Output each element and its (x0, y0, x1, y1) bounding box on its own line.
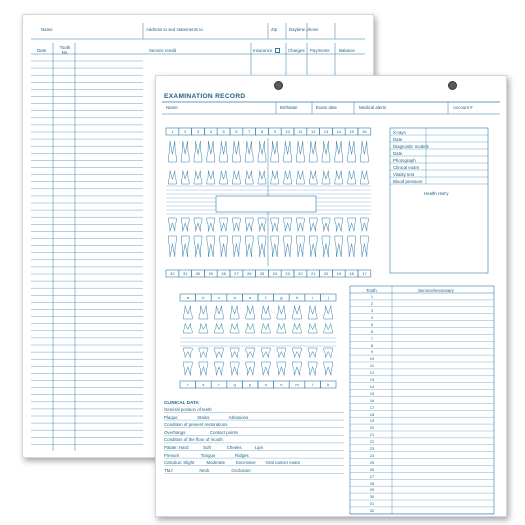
tooth-outline (194, 141, 202, 162)
tooth-outline (215, 324, 224, 334)
tooth-outline (181, 218, 189, 231)
tooth-outline (348, 236, 356, 257)
tooth-outline (258, 236, 266, 257)
upper-tooth-number: 1 (171, 129, 174, 134)
tooth-outline (360, 141, 368, 162)
tooth-outline (199, 306, 208, 319)
primary-lower-letter: l (312, 382, 314, 387)
tooth-outline (322, 236, 330, 257)
tooth-outline (271, 141, 279, 162)
services-row-number: 17 (369, 404, 375, 410)
services-col-tooth: Tooth (366, 288, 377, 293)
tooth-outline (308, 348, 317, 358)
exam-field-medical-alerts: Medical alerts (359, 105, 387, 110)
tooth-outline (230, 306, 239, 319)
tooth-outline (230, 362, 239, 375)
tooth-outline (277, 362, 286, 375)
lower-number-box (358, 270, 371, 277)
tooth-outline (168, 218, 176, 231)
clinical-data-line: Calculus: Slight Moderate Excessive Oral cancer exam (164, 460, 301, 466)
tooth-outline (308, 324, 317, 334)
tooth-outline (232, 218, 240, 231)
upper-tooth-number: 9 (273, 129, 276, 134)
primary-upper-letter: f (265, 295, 267, 300)
primary-lower-box (180, 381, 196, 388)
tooth-outline (296, 141, 304, 162)
upper-number-box (320, 128, 333, 135)
primary-lower-box (274, 381, 290, 388)
clinical-data-line: Frenum Tongue Ridges (164, 452, 249, 458)
exam-field-account: Account # (453, 105, 473, 110)
tooth-outline (181, 171, 189, 184)
primary-upper-letter: e (249, 295, 252, 300)
upper-tooth-number: 7 (248, 129, 251, 134)
tooth-outline (324, 324, 333, 334)
upper-number-box (192, 128, 205, 135)
services-row-number: 7 (370, 335, 374, 341)
tooth-outline (258, 141, 266, 162)
checklist-item: X-rays (393, 129, 406, 135)
upper-number-box (217, 128, 230, 135)
tooth-outline (284, 141, 292, 162)
tooth-outline (232, 171, 240, 184)
checklist-item: Photograph (393, 157, 416, 163)
tooth-outline (199, 362, 208, 375)
lower-number-box (345, 270, 358, 277)
tooth-outline (245, 141, 253, 162)
tooth-outline (309, 218, 317, 231)
primary-lower-letter: t (187, 382, 189, 387)
tooth-outline (194, 218, 202, 231)
tooth-outline (220, 236, 228, 257)
field-name-label: Name (41, 27, 53, 32)
tooth-outline (207, 236, 215, 257)
tooth-outline (348, 141, 356, 162)
occlusal-band (216, 196, 316, 212)
tooth-outline (258, 218, 266, 231)
tooth-outline (194, 236, 202, 257)
services-row-number: 20 (369, 425, 375, 431)
upper-tooth-number: 2 (184, 129, 187, 134)
tooth-outline (322, 141, 330, 162)
lower-number-box (281, 270, 294, 277)
primary-upper-box (242, 294, 258, 301)
upper-number-box (294, 128, 307, 135)
checklist-item: Vitality test (393, 171, 415, 177)
tooth-outline (284, 236, 292, 257)
lower-tooth-number: 22 (298, 271, 303, 276)
tooth-outline (183, 324, 192, 334)
tooth-outline (360, 218, 368, 231)
upper-number-box (204, 128, 217, 135)
tooth-outline (335, 171, 343, 184)
primary-lower-box (196, 381, 212, 388)
clinical-data-line: Palate: Hard Soft Cheeks Lips (164, 445, 264, 450)
primary-upper-box (211, 294, 227, 301)
upper-number-box (332, 128, 345, 135)
upper-tooth-number: 6 (235, 129, 238, 134)
col-payments: Payments (310, 48, 330, 53)
upper-tooth-number: 3 (196, 129, 200, 134)
col-charges: Charges (288, 48, 305, 53)
upper-number-box (345, 128, 358, 135)
services-row-number: 4 (370, 314, 374, 320)
lower-number-box (256, 270, 269, 277)
services-row-number: 8 (370, 342, 374, 348)
col-date: Date (37, 48, 47, 53)
lower-tooth-number: 25 (259, 271, 265, 276)
tooth-outline (284, 171, 292, 184)
tooth-outline (245, 236, 253, 257)
primary-upper-letter: j (327, 295, 329, 300)
services-row-number: 32 (369, 508, 375, 514)
lower-number-box (230, 270, 243, 277)
upper-number-box (281, 128, 294, 135)
tooth-outline (199, 324, 208, 334)
tooth-outline (220, 171, 228, 184)
tooth-outline (277, 324, 286, 334)
exam-record-title: EXAMINATION RECORD (164, 93, 246, 100)
checklist-box (390, 128, 488, 273)
lower-number-box (332, 270, 345, 277)
primary-lower-box (242, 381, 258, 388)
services-row-number: 6 (370, 328, 374, 334)
services-row-number: 22 (369, 439, 375, 445)
tooth-outline (183, 306, 192, 319)
upper-tooth-number: 11 (298, 129, 303, 134)
lower-tooth-number: 18 (349, 271, 354, 276)
tooth-outline (194, 171, 202, 184)
primary-upper-box (289, 294, 305, 301)
tooth-outline (296, 218, 304, 231)
lower-tooth-number: 31 (182, 271, 188, 276)
primary-lower-letter: q (233, 382, 236, 387)
upper-tooth-number: 13 (323, 129, 329, 134)
services-row-number: 19 (369, 418, 375, 424)
upper-number-box (256, 128, 269, 135)
primary-lower-letter: r (218, 382, 220, 387)
tooth-outline (215, 306, 224, 319)
services-row-number: 3 (370, 308, 374, 313)
col-insurance: Insurance (253, 48, 273, 53)
services-col-service: Service/necessary (418, 288, 454, 293)
services-row-number: 28 (369, 480, 375, 486)
lower-number-box (204, 270, 217, 277)
upper-tooth-number: 4 (209, 129, 212, 134)
services-row-number: 12 (369, 370, 375, 376)
tooth-outline (207, 171, 215, 184)
tooth-outline (168, 141, 176, 162)
tooth-outline (308, 362, 317, 375)
clinical-data-line: TMJ Neck Occlusion (164, 467, 251, 473)
lower-tooth-number: 21 (310, 271, 316, 276)
tooth-outline (271, 218, 279, 231)
dental-chart-drawing (156, 76, 506, 516)
services-row-number: 21 (369, 432, 375, 438)
services-row-number: 31 (369, 501, 375, 507)
tooth-outline (261, 362, 270, 375)
lower-tooth-number: 23 (285, 271, 290, 276)
tooth-outline (322, 218, 330, 231)
primary-lower-letter: m (295, 382, 299, 387)
health-history-label: Health Hist'y (424, 191, 449, 196)
tooth-outline (246, 324, 255, 334)
tooth-outline (261, 348, 270, 358)
tooth-outline (168, 236, 176, 257)
examination-record-sheet (155, 75, 507, 517)
primary-upper-letter: i (312, 295, 314, 300)
services-row-number: 10 (369, 356, 375, 362)
upper-tooth-number: 8 (260, 129, 264, 134)
primary-upper-letter: b (202, 295, 205, 300)
clinical-data-line: General position of teeth (164, 407, 212, 412)
upper-number-box (358, 128, 371, 135)
tooth-outline (293, 362, 302, 375)
tooth-outline (277, 306, 286, 319)
tooth-outline (308, 306, 317, 319)
tooth-outline (322, 171, 330, 184)
tooth-outline (245, 218, 253, 231)
tooth-outline (271, 171, 279, 184)
checklist-item: Date (393, 150, 403, 156)
services-row-number: 25 (369, 459, 375, 465)
tooth-outline (360, 171, 368, 184)
primary-upper-letter: a (186, 295, 189, 300)
col-balance: Balance (339, 48, 355, 53)
tooth-outline (309, 236, 317, 257)
tooth-outline (309, 141, 317, 162)
primary-lower-box (211, 381, 227, 388)
col-service: Service rendd (149, 48, 177, 53)
primary-upper-box (320, 294, 336, 301)
tooth-outline (181, 236, 189, 257)
checklist-item: Date (393, 136, 403, 142)
primary-lower-box (258, 381, 274, 388)
tooth-outline (324, 348, 333, 358)
services-row-number: 26 (369, 466, 375, 472)
upper-number-box (268, 128, 281, 135)
upper-number-box (307, 128, 320, 135)
tooth-outline (207, 141, 215, 162)
checklist-item: Blood pressure (393, 178, 423, 184)
services-row-number: 1 (370, 294, 374, 300)
tooth-outline (246, 362, 255, 375)
primary-upper-box (305, 294, 321, 301)
upper-number-box (230, 128, 243, 135)
tooth-outline (261, 324, 270, 334)
clinical-data-line: Overhangs Contact points (164, 429, 238, 435)
lower-number-box (243, 270, 256, 277)
primary-upper-box (180, 294, 196, 301)
tooth-outline (296, 236, 304, 257)
primary-lower-box (320, 381, 336, 388)
tooth-outline (324, 362, 333, 375)
tooth-outline (309, 171, 317, 184)
tooth-outline (335, 236, 343, 257)
tooth-outline (261, 306, 270, 319)
primary-upper-box (196, 294, 212, 301)
tooth-outline (183, 348, 192, 358)
upper-number-box (243, 128, 256, 135)
lower-tooth-number: 27 (234, 271, 239, 276)
primary-lower-letter: k (327, 382, 330, 387)
clinical-data-line: Condition of the floor of mouth (164, 437, 223, 443)
col-tooth: Tooth No. (59, 45, 71, 55)
tooth-outline (296, 171, 304, 184)
lower-number-box (307, 270, 320, 277)
upper-number-box (179, 128, 192, 135)
lower-number-box (268, 270, 281, 277)
lower-tooth-number: 32 (170, 271, 175, 276)
services-row-number: 15 (369, 390, 375, 396)
tooth-outline (293, 348, 302, 358)
lower-number-box (320, 270, 333, 277)
tooth-outline (360, 236, 368, 257)
primary-lower-box (227, 381, 243, 388)
tooth-outline (230, 324, 239, 334)
tooth-outline (183, 362, 192, 375)
tooth-outline (258, 171, 266, 184)
tooth-outline (230, 348, 239, 358)
primary-upper-box (227, 294, 243, 301)
services-row-number: 5 (370, 321, 374, 327)
field-phone-label: Daytime phone (289, 27, 319, 32)
tooth-outline (168, 171, 176, 184)
services-row-number: 2 (370, 301, 374, 307)
lower-tooth-number: 26 (246, 271, 252, 276)
upper-tooth-number: 12 (310, 129, 316, 134)
field-address-label: Address to sed statements to (146, 27, 203, 32)
tooth-outline (181, 141, 189, 162)
tooth-outline (293, 324, 302, 334)
tooth-outline (232, 236, 240, 257)
tooth-outline (246, 306, 255, 319)
exam-field-exam-date: Exam date (316, 105, 337, 110)
services-row-number: 16 (369, 397, 375, 403)
clinical-data-heading: CLINICAL DATA (164, 400, 199, 405)
checklist-item: Diagnostic models (393, 143, 429, 149)
services-row-number: 30 (369, 494, 375, 500)
services-row-number: 18 (369, 411, 375, 417)
lower-tooth-number: 24 (272, 271, 278, 276)
field-zip-label: Zip (271, 27, 278, 32)
lower-number-box (217, 270, 230, 277)
checklist-item: Clinical exam (393, 164, 420, 170)
lower-tooth-number: 30 (195, 271, 201, 276)
exam-field-birthdate: Birthdate (280, 105, 298, 110)
services-row-number: 9 (370, 349, 374, 355)
services-row-number: 11 (369, 363, 375, 369)
upper-tooth-number: 5 (222, 129, 225, 134)
tooth-outline (245, 171, 253, 184)
tooth-outline (215, 348, 224, 358)
services-row-number: 23 (369, 446, 375, 451)
clinical-data-line: Condition of present restorations (164, 422, 228, 428)
upper-tooth-number: 15 (349, 129, 354, 134)
tooth-outline (220, 218, 228, 231)
primary-lower-box (289, 381, 305, 388)
lower-number-box (179, 270, 192, 277)
tooth-outline (215, 362, 224, 375)
primary-lower-box (305, 381, 321, 388)
tooth-outline (348, 218, 356, 231)
services-table-box (350, 286, 494, 514)
tooth-outline (335, 141, 343, 162)
exam-field-name: Name (166, 105, 178, 110)
services-row-number: 29 (369, 487, 375, 493)
tooth-outline (324, 306, 333, 319)
services-row-number: 13 (369, 377, 375, 382)
lower-tooth-number: 17 (362, 271, 367, 276)
tooth-outline (207, 218, 215, 231)
services-row-number: 24 (369, 452, 375, 458)
primary-upper-letter: d (233, 295, 236, 300)
lower-tooth-number: 29 (208, 271, 214, 276)
primary-upper-letter: c (217, 295, 220, 300)
tooth-outline (348, 171, 356, 184)
services-row-number: 14 (369, 383, 375, 389)
primary-lower-letter: s (202, 382, 205, 387)
tooth-outline (199, 348, 208, 358)
lower-number-box (166, 270, 179, 277)
primary-lower-letter: p (249, 382, 252, 387)
upper-tooth-number: 14 (336, 129, 342, 134)
primary-upper-letter: h (295, 295, 299, 300)
tooth-outline (271, 236, 279, 257)
primary-lower-letter: n (280, 382, 283, 387)
lower-number-box (192, 270, 205, 277)
primary-upper-letter: g (280, 295, 283, 300)
upper-number-box (166, 128, 179, 135)
upper-tooth-number: 16 (362, 129, 367, 134)
tooth-outline (246, 348, 255, 358)
primary-upper-box (258, 294, 274, 301)
primary-upper-box (274, 294, 290, 301)
lower-number-box (294, 270, 307, 277)
tooth-outline (335, 218, 343, 231)
primary-lower-letter: o (264, 382, 267, 387)
clinical-data-line: Plaque Stains Abrasions (164, 414, 249, 420)
tooth-outline (277, 348, 286, 358)
lower-tooth-number: 19 (336, 271, 342, 276)
lower-tooth-number: 28 (221, 271, 226, 276)
tooth-outline (284, 218, 292, 231)
tooth-outline (232, 141, 240, 162)
tooth-outline (220, 141, 228, 162)
tooth-outline (293, 306, 302, 319)
lower-tooth-number: 20 (323, 271, 329, 276)
upper-tooth-number: 10 (285, 129, 290, 134)
services-row-number: 27 (369, 473, 375, 479)
